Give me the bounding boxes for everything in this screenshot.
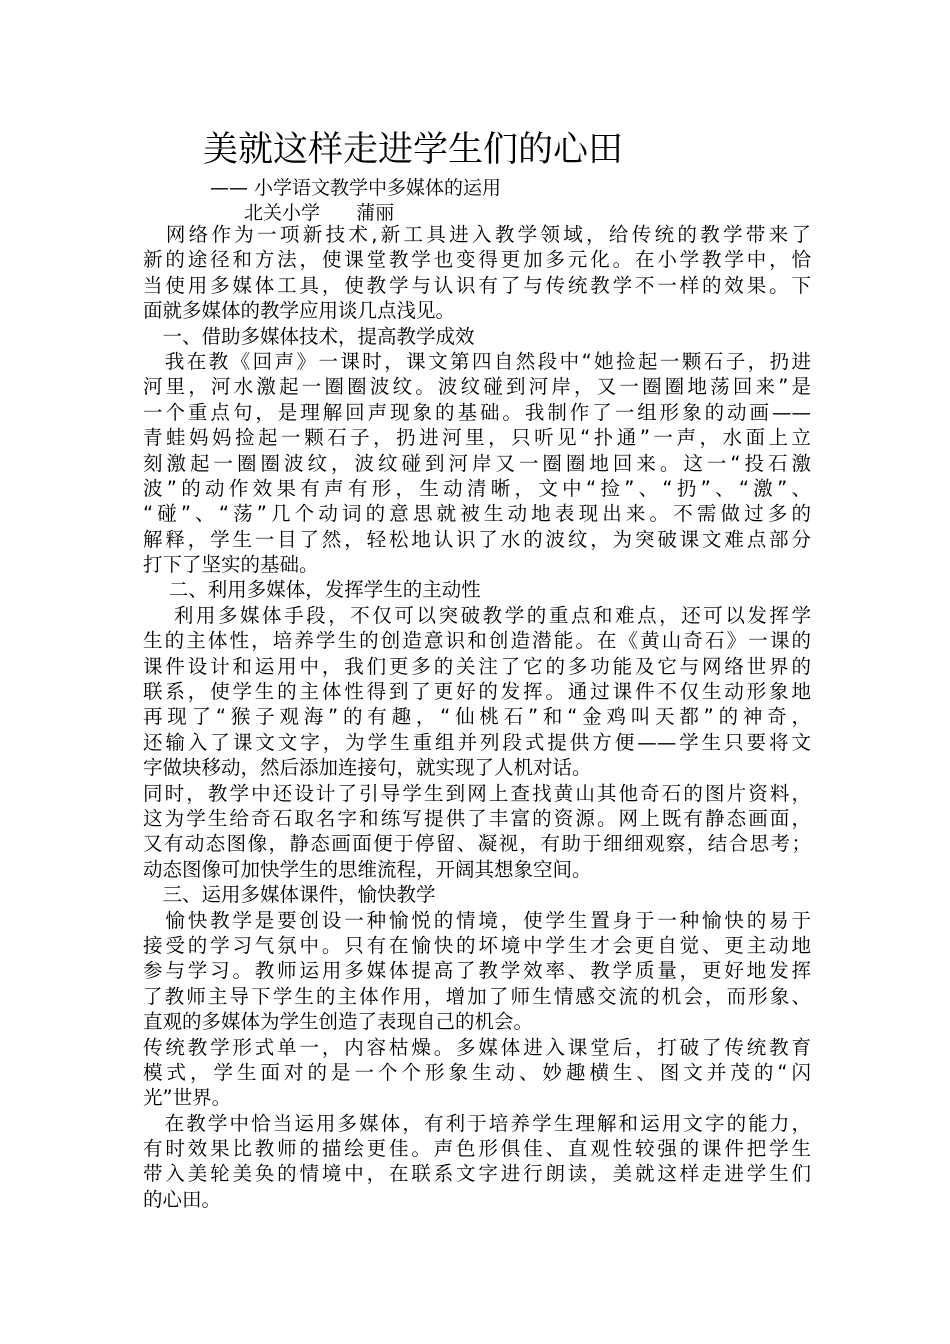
paragraph-line: 又有动态图像，静态画面便于停留、凝视，有助于细细观察，结合思考；: [143, 832, 811, 856]
paragraph-line: 新的途径和方法，使课堂教学也变得更加多元化。在小学教学中，恰: [143, 248, 811, 272]
paragraph-line: 有时效果比教师的描绘更佳。声色形俱佳、直观性较强的课件把学生: [143, 1137, 811, 1161]
paragraph-line: 网络作为一项新技术,新工具进入教学领域，给传统的教学带来了: [143, 223, 811, 246]
paragraph-line: 解释，学生一目了然，轻松地认识了水的波纹，为突破课文难点部分: [143, 527, 811, 551]
paragraph-line: 河里，河水激起一圈圈波纹。波纹碰到河岸，又一圈圈地荡回来”是: [143, 375, 811, 399]
paragraph-line: 再现了“猴子观海”的有趣，“仙桃石”和“金鸡叫天都”的神奇，: [143, 705, 811, 729]
paragraph-line: 愉快教学是要创设一种愉悦的情境，使学生置身于一种愉快的易于: [143, 908, 811, 932]
section-heading: 三、运用多媒体课件，愉快教学: [143, 883, 436, 907]
paragraph-line: 直观的多媒体为学生创造了表现自己的机会。: [143, 1010, 534, 1034]
paragraph-line: 打下了坚实的基础。: [143, 553, 319, 577]
paragraph-line: 联系，使学生的主体性得到了更好的发挥。通过课件不仅生动形象地: [143, 680, 811, 704]
paragraph-line: 了教师主导下学生的主体作用，增加了师生情感交流的机会，而形象、: [143, 984, 811, 1008]
paragraph-line: 我在教《回声》一课时，课文第四自然段中“她捡起一颗石子，扔进: [143, 349, 811, 373]
document-body: [143, 222, 811, 1212]
paragraph-line: 接受的学习气氛中。只有在愉快的坏境中学生才会更自觉、更主动地: [143, 933, 811, 957]
paragraph-line: 模式，学生面对的是一个个形象生动、妙趣横生、图文并茂的“闪: [143, 1060, 811, 1084]
paragraph-line: “碰”、“荡”几个动词的意思就被生动地表现出来。不需做过多的: [143, 502, 811, 526]
paragraph-line: 刻激起一圈圈波纹，波纹碰到河岸又一圈圈地回来。这一“投石激: [143, 451, 811, 475]
document-title: 美就这样走进学生们的心田: [203, 130, 624, 170]
paragraph-line: 的心田。: [143, 1187, 222, 1211]
paragraph-line: 动态图像可加快学生的思维流程，开阔其想象空间。: [143, 857, 592, 881]
paragraph-line: 面就多媒体的教学应用谈几点浅见。: [143, 299, 456, 323]
paragraph-line: 光”世界。: [143, 1086, 232, 1110]
paragraph-line: 课件设计和运用中，我们更多的关注了它的多功能及它与网络世界的: [143, 654, 811, 678]
section-heading: 一、借助多媒体技术，提高教学成效: [143, 324, 475, 348]
paragraph-line: 利用多媒体手段，不仅可以突破教学的重点和难点，还可以发挥学: [143, 603, 811, 627]
paragraph-line: 青蛙妈妈捡起一颗石子，扔进河里，只听见“扑通”一声，水面上立: [143, 426, 811, 450]
paragraph-line: 在教学中恰当运用多媒体，有利于培养学生理解和运用文字的能力，: [143, 1111, 811, 1135]
section-heading: 二、利用多媒体，发挥学生的主动性: [143, 578, 481, 602]
paragraph-line: 一个重点句，是理解回声现象的基础。我制作了一组形象的动画——: [143, 400, 811, 424]
paragraph-line: 这为学生给奇石取名字和练写提供了丰富的资源。网上既有静态画面，: [143, 806, 811, 830]
paragraph-line: 参与学习。教师运用多媒体提高了教学效率、教学质量，更好地发挥: [143, 959, 811, 983]
paragraph-line: 传统教学形式单一，内容枯燥。多媒体进入课堂后，打破了传统教育: [143, 1035, 811, 1059]
paragraph-line: 同时，教学中还设计了引导学生到网上查找黄山其他奇石的图片资料，: [143, 781, 811, 805]
paragraph-line: 还输入了课文文字，为学生重组并列段式提供方便——学生只要将文: [143, 730, 811, 754]
document-subtitle: —— 小学语文教学中多媒体的运用: [210, 177, 502, 199]
paragraph-line: 当使用多媒体工具，使教学与认识有了与传统教学不一样的效果。下: [143, 273, 811, 297]
paragraph-line: 波”的动作效果有声有形，生动清晰，文中“捡”、“扔”、“激”、: [143, 476, 811, 500]
paragraph-line: 字做块移动，然后添加连接句，就实现了人机对话。: [143, 756, 592, 780]
document-author: 北关小学 蒲丽: [244, 202, 395, 224]
paragraph-line: 生的主体性，培养学生的创造意识和创造潜能。在《黄山奇石》一课的: [143, 629, 811, 653]
paragraph-line: 带入美轮美奂的情境中，在联系文字进行朗读，美就这样走进学生们: [143, 1162, 811, 1186]
